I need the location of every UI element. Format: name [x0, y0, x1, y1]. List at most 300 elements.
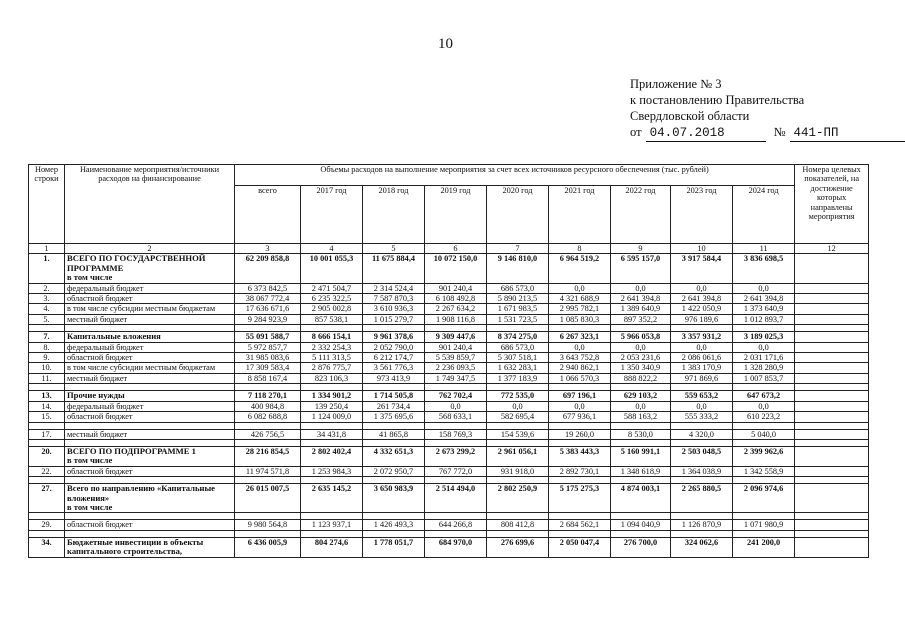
- value-cell: 1 094 040,9: [611, 520, 671, 530]
- value-cell: 931 918,0: [487, 466, 549, 476]
- value-cell: 1 749 347,5: [425, 373, 487, 383]
- value-cell: 1 334 901,2: [301, 391, 363, 401]
- targets-cell: [795, 537, 869, 557]
- targets-cell: [795, 466, 869, 476]
- value-cell: 1 071 980,9: [733, 520, 795, 530]
- value-cell: 3 650 983,9: [363, 484, 425, 513]
- spacer-cell: [29, 530, 65, 537]
- spacer-cell: [611, 513, 671, 520]
- spacer-cell: [363, 513, 425, 520]
- value-cell: 1 348 618,9: [611, 466, 671, 476]
- value-cell: 1 389 640,9: [611, 304, 671, 314]
- targets-cell: [795, 332, 869, 342]
- value-cell: 808 412,8: [487, 520, 549, 530]
- value-cell: 610 223,2: [733, 412, 795, 422]
- value-cell: 62 209 858,8: [235, 254, 301, 283]
- value-cell: 276 699,6: [487, 537, 549, 557]
- spacer-cell: [235, 530, 301, 537]
- targets-cell: [795, 353, 869, 363]
- value-cell: 2 635 145,2: [301, 484, 363, 513]
- spacer-cell: [301, 513, 363, 520]
- value-cell: 976 189,6: [671, 314, 733, 324]
- row-sub-label: в том числе: [67, 501, 113, 512]
- row-name: федеральный бюджет: [67, 283, 144, 293]
- value-cell: 6 964 519,2: [549, 254, 611, 283]
- row-name: Всего по направлению «Капитальные вложения»: [67, 483, 215, 503]
- spacer-cell: [425, 384, 487, 391]
- value-cell: 582 695,4: [487, 412, 549, 422]
- value-cell: 971 869,6: [671, 373, 733, 383]
- row-name: в том числе субсидии местным бюджетам: [67, 304, 216, 314]
- spacer-cell: [425, 513, 487, 520]
- value-cell: 1 632 283,1: [487, 363, 549, 373]
- value-cell: 686 573,0: [487, 283, 549, 293]
- spacer-cell: [671, 439, 733, 446]
- row-name-cell: [65, 363, 235, 373]
- value-cell: 5 539 859,7: [425, 353, 487, 363]
- table-row: [29, 466, 869, 476]
- value-cell: 2 503 048,5: [671, 446, 733, 466]
- row-sub-label: в том числе: [67, 455, 113, 466]
- value-cell: 5 040,0: [733, 429, 795, 439]
- value-cell: 10 001 055,3: [301, 254, 363, 283]
- spacer-cell: [671, 422, 733, 429]
- row-name: федеральный бюджет: [67, 342, 144, 352]
- row-name-cell: [65, 332, 235, 342]
- value-cell: 1 373 640,9: [733, 304, 795, 314]
- table-row: [29, 294, 869, 304]
- value-cell: 400 984,8: [235, 401, 301, 411]
- table-row: [29, 429, 869, 439]
- spacer-cell: [671, 325, 733, 332]
- table-row: [29, 283, 869, 293]
- value-cell: 1 066 570,3: [549, 373, 611, 383]
- spacer-cell: [611, 325, 671, 332]
- row-name-cell: [65, 520, 235, 530]
- value-cell: 26 015 007,5: [235, 484, 301, 513]
- row-name: ВСЕГО ПО ГОСУДАРСТВЕННОЙ ПРОГРАММЕ: [67, 253, 206, 273]
- row-name-cell: [65, 353, 235, 363]
- spacer-cell: [65, 513, 235, 520]
- header-name: Наименование мероприятия/источники расходов на финансирование: [65, 165, 235, 244]
- targets-cell: [795, 342, 869, 352]
- row-name-cell: [65, 484, 235, 513]
- value-cell: 17 309 583,4: [235, 363, 301, 373]
- spacer-cell: [301, 530, 363, 537]
- value-cell: 2 265 880,5: [671, 484, 733, 513]
- row-name-cell: [65, 342, 235, 352]
- table-row: [29, 332, 869, 342]
- row-name: местный бюджет: [67, 314, 128, 324]
- value-cell: 55 091 588,7: [235, 332, 301, 342]
- spacer-cell: [611, 384, 671, 391]
- value-cell: 2 236 093,5: [425, 363, 487, 373]
- row-name: областной бюджет: [67, 466, 133, 476]
- value-cell: 34 431,8: [301, 429, 363, 439]
- row-name: местный бюджет: [67, 429, 128, 439]
- value-cell: 767 772,0: [425, 466, 487, 476]
- row-number: 10.: [29, 363, 65, 373]
- row-name-cell: [65, 466, 235, 476]
- targets-cell: [795, 484, 869, 513]
- spacer-cell: [65, 422, 235, 429]
- decree-number: 441-ПП: [790, 125, 905, 142]
- value-cell: 2 641 394,8: [611, 294, 671, 304]
- spacer-cell: [29, 513, 65, 520]
- spacer-cell: [425, 477, 487, 484]
- value-cell: 3 643 752,8: [549, 353, 611, 363]
- value-cell: 6 373 842,5: [235, 283, 301, 293]
- targets-cell: [795, 446, 869, 466]
- value-cell: 2 050 047,4: [549, 537, 611, 557]
- spacer-cell: [549, 325, 611, 332]
- spacer-cell: [795, 439, 869, 446]
- spacer-cell: [29, 325, 65, 332]
- spacer-cell: [363, 325, 425, 332]
- targets-cell: [795, 391, 869, 401]
- value-cell: 1 714 505,8: [363, 391, 425, 401]
- value-cell: 0,0: [611, 401, 671, 411]
- spacer-cell: [425, 530, 487, 537]
- value-cell: 2 267 634,2: [425, 304, 487, 314]
- value-cell: 684 970,0: [425, 537, 487, 557]
- value-cell: 9 961 378,6: [363, 332, 425, 342]
- value-cell: 901 240,4: [425, 342, 487, 352]
- column-number: 6: [425, 244, 487, 254]
- header-row-no: Номер строки: [29, 165, 65, 244]
- column-number: 3: [235, 244, 301, 254]
- value-cell: 0,0: [425, 401, 487, 411]
- spacer-cell: [795, 530, 869, 537]
- value-cell: 1 350 340,9: [611, 363, 671, 373]
- row-spacer: [29, 384, 869, 391]
- table-row: [29, 484, 869, 513]
- value-cell: 324 062,6: [671, 537, 733, 557]
- value-cell: 3 357 931,2: [671, 332, 733, 342]
- row-number: 27.: [29, 484, 65, 513]
- value-cell: 1 364 038,9: [671, 466, 733, 476]
- value-cell: 1 342 558,9: [733, 466, 795, 476]
- appendix-header: [630, 76, 905, 142]
- spacer-cell: [301, 325, 363, 332]
- value-cell: 6 436 005,9: [235, 537, 301, 557]
- row-name-cell: [65, 314, 235, 324]
- row-name-cell: [65, 391, 235, 401]
- row-number: 20.: [29, 446, 65, 466]
- value-cell: 5 160 991,1: [611, 446, 671, 466]
- value-cell: 686 573,0: [487, 342, 549, 352]
- spacer-cell: [29, 477, 65, 484]
- value-cell: 823 106,3: [301, 373, 363, 383]
- row-spacer: [29, 422, 869, 429]
- date-line: [630, 124, 905, 142]
- spacer-cell: [363, 422, 425, 429]
- header-row-1: [29, 165, 869, 186]
- value-cell: 1 126 870,9: [671, 520, 733, 530]
- value-cell: 41 865,8: [363, 429, 425, 439]
- row-number: 2.: [29, 283, 65, 293]
- value-cell: 8 530,0: [611, 429, 671, 439]
- row-name-cell: [65, 537, 235, 557]
- spacer-cell: [733, 439, 795, 446]
- value-cell: 2 961 056,1: [487, 446, 549, 466]
- value-cell: 5 383 443,3: [549, 446, 611, 466]
- row-spacer: [29, 513, 869, 520]
- table-row: [29, 314, 869, 324]
- value-cell: 2 940 862,1: [549, 363, 611, 373]
- row-number: 14.: [29, 401, 65, 411]
- value-cell: 1 531 723,5: [487, 314, 549, 324]
- value-cell: 901 240,4: [425, 283, 487, 293]
- value-cell: 2 471 504,7: [301, 283, 363, 293]
- value-cell: 568 633,1: [425, 412, 487, 422]
- row-number: 9.: [29, 353, 65, 363]
- spacer-cell: [611, 422, 671, 429]
- value-cell: 2 876 775,7: [301, 363, 363, 373]
- value-cell: 3 836 698,5: [733, 254, 795, 283]
- spacer-cell: [301, 384, 363, 391]
- spacer-cell: [795, 384, 869, 391]
- column-number: 9: [611, 244, 671, 254]
- targets-cell: [795, 373, 869, 383]
- targets-cell: [795, 254, 869, 283]
- table-row: [29, 391, 869, 401]
- value-cell: 9 284 923,9: [235, 314, 301, 324]
- spacer-cell: [549, 530, 611, 537]
- column-number: 2: [65, 244, 235, 254]
- value-cell: 261 734,4: [363, 401, 425, 411]
- header-targets: Номера целевых показателей, на достижение которых направлены мероприятия: [795, 165, 869, 244]
- value-cell: 11 675 884,4: [363, 254, 425, 283]
- value-cell: 888 822,2: [611, 373, 671, 383]
- value-cell: 2 684 562,1: [549, 520, 611, 530]
- column-number: 10: [671, 244, 733, 254]
- expenses-table: [28, 164, 869, 558]
- targets-cell: [795, 520, 869, 530]
- table-row: [29, 401, 869, 411]
- value-cell: 0,0: [671, 342, 733, 352]
- table-row: [29, 412, 869, 422]
- table-row: [29, 537, 869, 557]
- value-cell: 1 015 279,7: [363, 314, 425, 324]
- row-number: 8.: [29, 342, 65, 352]
- spacer-cell: [301, 422, 363, 429]
- value-cell: 5 972 857,7: [235, 342, 301, 352]
- value-cell: 38 067 772,4: [235, 294, 301, 304]
- row-number: 7.: [29, 332, 65, 342]
- row-number: 3.: [29, 294, 65, 304]
- row-name-cell: [65, 304, 235, 314]
- spacer-cell: [487, 530, 549, 537]
- spacer-cell: [487, 384, 549, 391]
- row-name: Бюджетные инвестиции в объекты капитального строительства,: [67, 536, 204, 557]
- spacer-cell: [795, 477, 869, 484]
- value-cell: 559 653,2: [671, 391, 733, 401]
- value-cell: 2 995 782,1: [549, 304, 611, 314]
- header-year-col: 2023 год: [671, 186, 733, 244]
- column-numbers-row: [29, 244, 869, 254]
- spacer-cell: [795, 513, 869, 520]
- value-cell: 0,0: [611, 283, 671, 293]
- header-year-col: 2021 год: [549, 186, 611, 244]
- value-cell: 1 377 183,9: [487, 373, 549, 383]
- targets-cell: [795, 401, 869, 411]
- spacer-cell: [425, 422, 487, 429]
- spacer-cell: [363, 384, 425, 391]
- value-cell: 0,0: [487, 401, 549, 411]
- column-number: 1: [29, 244, 65, 254]
- value-cell: 762 702,4: [425, 391, 487, 401]
- value-cell: 2 802 402,4: [301, 446, 363, 466]
- spacer-cell: [611, 439, 671, 446]
- value-cell: 6 108 492,8: [425, 294, 487, 304]
- value-cell: 3 189 025,3: [733, 332, 795, 342]
- row-name: областной бюджет: [67, 353, 133, 363]
- value-cell: 1 085 830,3: [549, 314, 611, 324]
- spacer-cell: [487, 422, 549, 429]
- spacer-cell: [29, 384, 65, 391]
- spacer-cell: [795, 325, 869, 332]
- header-year-col: 2017 год: [301, 186, 363, 244]
- value-cell: 1 671 983,5: [487, 304, 549, 314]
- value-cell: 10 072 150,0: [425, 254, 487, 283]
- value-cell: 276 700,0: [611, 537, 671, 557]
- value-cell: 2 096 974,6: [733, 484, 795, 513]
- row-name-cell: [65, 412, 235, 422]
- spacer-cell: [733, 422, 795, 429]
- appendix-line3: Свердловской области: [630, 109, 750, 123]
- value-cell: 0,0: [671, 283, 733, 293]
- row-name: ВСЕГО ПО ПОДПРОГРАММЕ 1: [67, 445, 196, 456]
- value-cell: 1 124 009,0: [301, 412, 363, 422]
- spacer-cell: [363, 477, 425, 484]
- value-cell: 2 399 962,6: [733, 446, 795, 466]
- value-cell: 2 052 790,0: [363, 342, 425, 352]
- value-cell: 8 374 275,0: [487, 332, 549, 342]
- value-cell: 6 235 322,5: [301, 294, 363, 304]
- value-cell: 804 274,6: [301, 537, 363, 557]
- value-cell: 139 250,4: [301, 401, 363, 411]
- from-label: от: [630, 125, 642, 139]
- value-cell: 2 673 299,2: [425, 446, 487, 466]
- row-number: 29.: [29, 520, 65, 530]
- decree-date: 04.07.2018: [646, 125, 766, 142]
- value-cell: 5 175 275,3: [549, 484, 611, 513]
- header-year-col: 2024 год: [733, 186, 795, 244]
- spacer-cell: [733, 513, 795, 520]
- spacer-cell: [487, 477, 549, 484]
- expenses-table-wrapper: [28, 164, 868, 558]
- header-year-col: всего: [235, 186, 301, 244]
- value-cell: 2 892 730,1: [549, 466, 611, 476]
- column-number: 7: [487, 244, 549, 254]
- value-cell: 629 103,2: [611, 391, 671, 401]
- row-number: 17.: [29, 429, 65, 439]
- header-year-col: 2022 год: [611, 186, 671, 244]
- spacer-cell: [301, 477, 363, 484]
- value-cell: 0,0: [733, 342, 795, 352]
- spacer-cell: [795, 422, 869, 429]
- spacer-cell: [235, 513, 301, 520]
- value-cell: 4 320,0: [671, 429, 733, 439]
- targets-cell: [795, 429, 869, 439]
- row-name: Капитальные вложения: [67, 331, 161, 342]
- spacer-cell: [611, 477, 671, 484]
- value-cell: 9 980 564,8: [235, 520, 301, 530]
- value-cell: 4 332 651,3: [363, 446, 425, 466]
- row-number: 1.: [29, 254, 65, 283]
- value-cell: 154 539,6: [487, 429, 549, 439]
- targets-cell: [795, 294, 869, 304]
- spacer-cell: [549, 513, 611, 520]
- value-cell: 555 333,2: [671, 412, 733, 422]
- row-name-cell: [65, 254, 235, 283]
- value-cell: 2 053 231,6: [611, 353, 671, 363]
- value-cell: 0,0: [611, 342, 671, 352]
- spacer-cell: [487, 325, 549, 332]
- spacer-cell: [671, 513, 733, 520]
- header-year-col: 2020 год: [487, 186, 549, 244]
- table-row: [29, 342, 869, 352]
- spacer-cell: [363, 530, 425, 537]
- row-name-cell: [65, 283, 235, 293]
- value-cell: 9 309 447,6: [425, 332, 487, 342]
- spacer-cell: [733, 384, 795, 391]
- value-cell: 0,0: [733, 401, 795, 411]
- spacer-cell: [29, 439, 65, 446]
- value-cell: 7 587 870,3: [363, 294, 425, 304]
- value-cell: 1 422 050,9: [671, 304, 733, 314]
- value-cell: 241 200,0: [733, 537, 795, 557]
- value-cell: 6 267 323,1: [549, 332, 611, 342]
- value-cell: 1 778 051,7: [363, 537, 425, 557]
- spacer-cell: [235, 477, 301, 484]
- row-number: 4.: [29, 304, 65, 314]
- spacer-cell: [235, 325, 301, 332]
- spacer-cell: [235, 384, 301, 391]
- value-cell: 158 769,3: [425, 429, 487, 439]
- value-cell: 3 610 936,3: [363, 304, 425, 314]
- spacer-cell: [425, 439, 487, 446]
- row-number: 34.: [29, 537, 65, 557]
- table-row: [29, 446, 869, 466]
- value-cell: 3 561 776,3: [363, 363, 425, 373]
- column-number: 11: [733, 244, 795, 254]
- header-year-col: 2018 год: [363, 186, 425, 244]
- spacer-cell: [425, 325, 487, 332]
- spacer-cell: [671, 477, 733, 484]
- header-volumes: Объемы расходов на выполнение мероприятия за счет всех источников ресурсного обеспечения (тыс. рублей): [235, 165, 795, 186]
- appendix-line2: к постановлению Правительства: [630, 93, 805, 107]
- row-name: Прочие нужды: [67, 390, 125, 401]
- column-number: 8: [549, 244, 611, 254]
- value-cell: 3 917 584,4: [671, 254, 733, 283]
- value-cell: 8 858 167,4: [235, 373, 301, 383]
- column-number: 4: [301, 244, 363, 254]
- value-cell: 2 314 524,4: [363, 283, 425, 293]
- value-cell: 4 321 688,9: [549, 294, 611, 304]
- value-cell: 2 072 950,7: [363, 466, 425, 476]
- value-cell: 9 146 810,0: [487, 254, 549, 283]
- targets-cell: [795, 314, 869, 324]
- value-cell: 2 514 494,0: [425, 484, 487, 513]
- value-cell: 1 908 116,8: [425, 314, 487, 324]
- table-row: [29, 520, 869, 530]
- value-cell: 2 031 171,6: [733, 353, 795, 363]
- value-cell: 772 535,0: [487, 391, 549, 401]
- value-cell: 2 332 254,3: [301, 342, 363, 352]
- targets-cell: [795, 304, 869, 314]
